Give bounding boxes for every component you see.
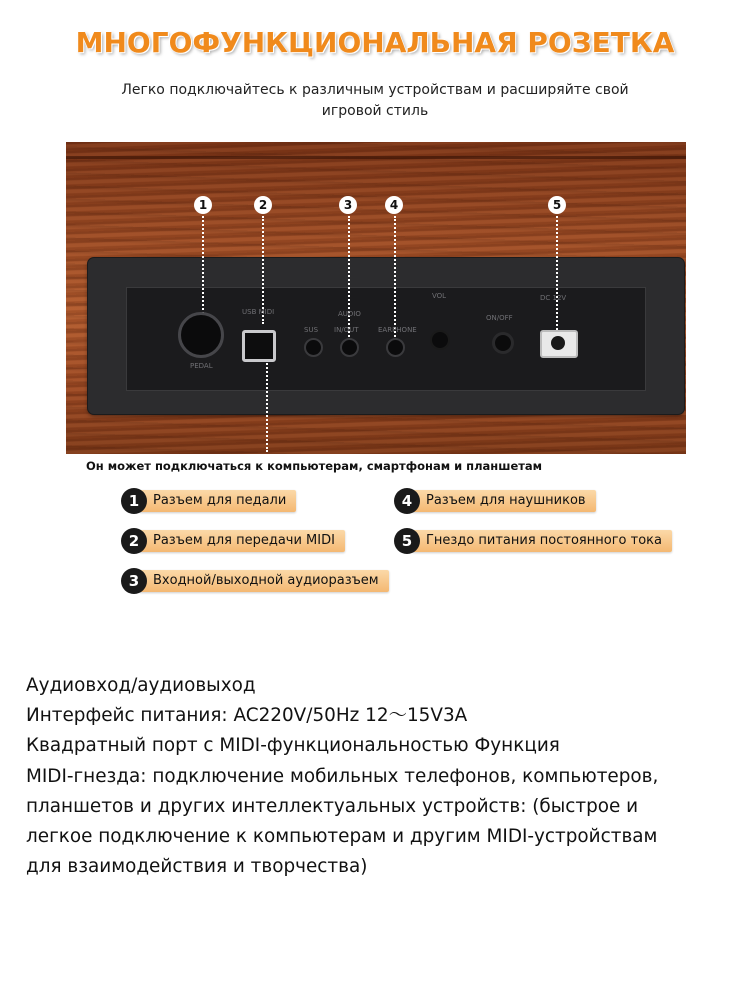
description-line: Интерфейс питания: AC220V/50Hz 12～15V3A <box>26 705 468 727</box>
earphone-jack <box>386 338 405 357</box>
feature-item-3 <box>121 568 389 594</box>
label-dc: DC 12V <box>540 294 567 302</box>
callout-5: 5 <box>548 196 566 214</box>
description-line: MIDI-гнезда: подключение мобильных телефонов, компьютеров, <box>26 765 659 787</box>
label-audio: AUDIO <box>338 310 361 318</box>
leader-line-5 <box>556 216 558 334</box>
feature-number: 5 <box>394 528 420 554</box>
label-in-out: IN/OUT <box>334 326 359 334</box>
page-subtitle: Легко подключайтесь к различным устройствам и расширяйте свой игровой стиль <box>121 82 629 119</box>
description-line: легкое подключение к компьютерам и другим MIDI-устройствам <box>26 826 658 848</box>
feature-number: 2 <box>121 528 147 554</box>
feature-label: Разъем для передачи MIDI <box>139 530 345 552</box>
product-photo <box>66 142 686 454</box>
label-pedal: PEDAL <box>190 362 213 370</box>
audio-in-out-jack <box>340 338 359 357</box>
callout-2: 2 <box>254 196 272 214</box>
leader-line-4 <box>394 216 396 344</box>
feature-item-2 <box>121 528 345 554</box>
dc-power-jack <box>540 330 578 358</box>
description-block <box>26 671 726 882</box>
feature-label: Входной/выходной аудиоразъем <box>139 570 389 592</box>
volume-knob <box>430 330 450 350</box>
callout-1: 1 <box>194 196 212 214</box>
sus-jack <box>304 338 323 357</box>
label-vol: VOL <box>432 292 447 300</box>
pedal-din-jack <box>178 312 224 358</box>
leader-line-2-down <box>266 348 268 452</box>
callout-4: 4 <box>385 196 403 214</box>
connectivity-caption: Он может подключаться к компьютерам, смартфонам и планшетам <box>86 459 543 473</box>
usb-b-port <box>242 330 276 362</box>
feature-label: Разъем для педали <box>139 490 296 512</box>
label-sus: SUS <box>304 326 319 334</box>
feature-number: 3 <box>121 568 147 594</box>
label-earphone: EARPHONE <box>378 326 417 334</box>
leader-line-3 <box>348 216 350 344</box>
feature-item-4 <box>394 488 596 514</box>
label-usb-midi: USB MIDI <box>242 308 275 316</box>
label-on-off: ON/OFF <box>486 314 513 322</box>
feature-item-5 <box>394 528 672 554</box>
feature-number: 4 <box>394 488 420 514</box>
power-switch <box>492 332 514 354</box>
feature-label: Разъем для наушников <box>412 490 596 512</box>
feature-number: 1 <box>121 488 147 514</box>
description-line: Квадратный порт с MIDI-функциональностью Функция <box>26 735 560 757</box>
feature-label: Гнездо питания постоянного тока <box>412 530 672 552</box>
wood-edge <box>66 156 686 159</box>
page-title: МНОГОФУНКЦИОНАЛЬНАЯ РОЗЕТКА <box>75 26 675 59</box>
description-line: для взаимодействия и творчества) <box>26 856 368 878</box>
description-line: планшетов и других интеллектуальных устройств: (быстрое и <box>26 795 639 817</box>
feature-item-1 <box>121 488 296 514</box>
description-line: Аудиовход/аудиовыход <box>26 675 256 696</box>
callout-3: 3 <box>339 196 357 214</box>
